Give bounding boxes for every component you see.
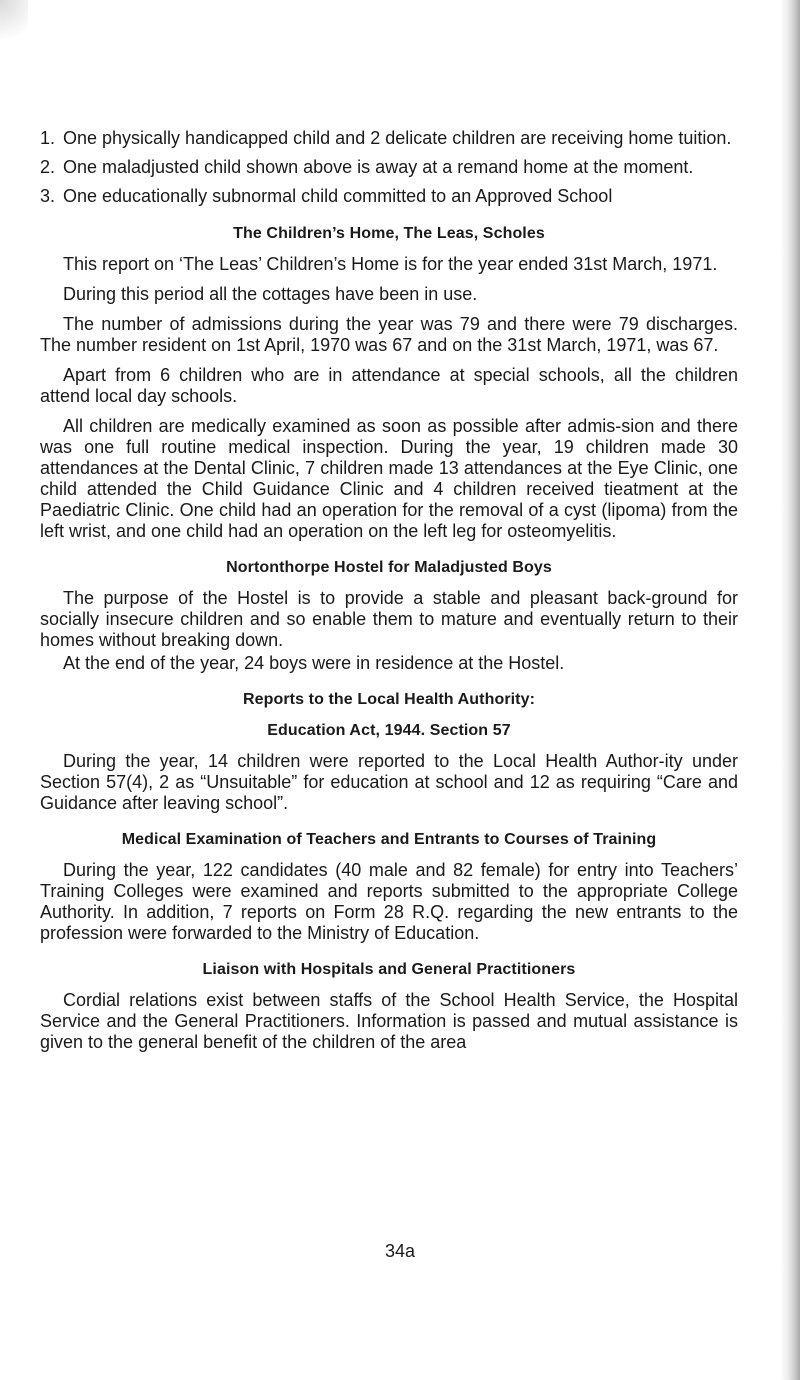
- section-heading-reports: Reports to the Local Health Authority:: [242, 691, 536, 708]
- section-heading-childrens-home: The Children’s Home, The Leas, Scholes: [233, 225, 545, 242]
- paragraph: This report on ‘The Leas’ Children’s Home is for the year ended 31st March, 1971.: [63, 254, 718, 274]
- paragraph: At the end of the year, 24 boys were in residence at the Hostel.: [63, 653, 565, 673]
- page-number: 34a: [384, 1241, 416, 1261]
- list-item: [40, 186, 738, 207]
- paragraph: During this period all the cottages have been in use.: [63, 284, 478, 304]
- page-edge-shadow: [780, 0, 800, 1380]
- list-item: [40, 157, 738, 178]
- paragraph: The number of admissions during the year was 79 and there were 79 discharges. The number resident on 1st April, 1970 was 67 and on the 31st March, 1971, was 67.: [40, 314, 738, 355]
- page-corner-shadow: [0, 0, 28, 48]
- section-heading-teachers: Medical Examination of Teachers and Entrants to Courses of Training: [121, 831, 657, 848]
- list-item-number: 2.: [40, 157, 56, 177]
- paragraph: All children are medically examined as soon as possible after admis-sion and there was one full routine medical inspection. During the year, 19 children made 30 attendances at the Dental Clinic, 7 children made 13 attendances at the Eye Clinic, one child attended the Child Guidance Clinic and 4 children received tieatment at the Paediatric Clinic. One child had an operation for the removal of a cyst (lipoma) from the left wrist, and one child had an operation on the left leg for osteomyelitis.: [40, 416, 738, 541]
- paragraph: Cordial relations exist between staffs of the School Health Service, the Hospital Service and the General Practitioners. Information is passed and mutual assistance is given to the general benefit of the children of the area: [40, 990, 738, 1052]
- list-item-text: One physically handicapped child and 2 delicate children are receiving home tuition.: [63, 128, 732, 148]
- section-heading-hostel: Nortonthorpe Hostel for Maladjusted Boys: [226, 559, 552, 576]
- list-item-number: 1.: [40, 128, 56, 148]
- paragraph: The purpose of the Hostel is to provide a stable and pleasant back-ground for socially insecure children and so enable them to mature and eventually return to their homes without breaking down.: [40, 588, 738, 650]
- numbered-list: [40, 128, 738, 207]
- list-item-number: 3.: [40, 186, 56, 206]
- list-item-text: One educationally subnormal child committed to an Approved School: [63, 186, 613, 206]
- paragraph: During the year, 122 candidates (40 male and 82 female) for entry into Teachers’ Training Colleges were examined and reports submitted to the appropriate College Authority. In addition, 7 reports on Form 28 R.Q. regarding the new entrants to the profession were forwarded to the Ministry of Education.: [40, 860, 738, 943]
- list-item: [40, 128, 738, 149]
- list-item-text: One maladjusted child shown above is away at a remand home at the moment.: [63, 157, 694, 177]
- section-subheading-education-act: Education Act, 1944. Section 57: [267, 722, 511, 739]
- section-heading-liaison: Liaison with Hospitals and General Practitioners: [202, 961, 576, 978]
- page-content: [40, 128, 738, 1062]
- paragraph: During the year, 14 children were reported to the Local Health Author-ity under Section 57(4), 2 as “Unsuitable” for education at school and 12 as requiring “Care and Guidance after leaving school”.: [40, 751, 738, 813]
- paragraph: Apart from 6 children who are in attendance at special schools, all the children attend local day schools.: [40, 365, 738, 406]
